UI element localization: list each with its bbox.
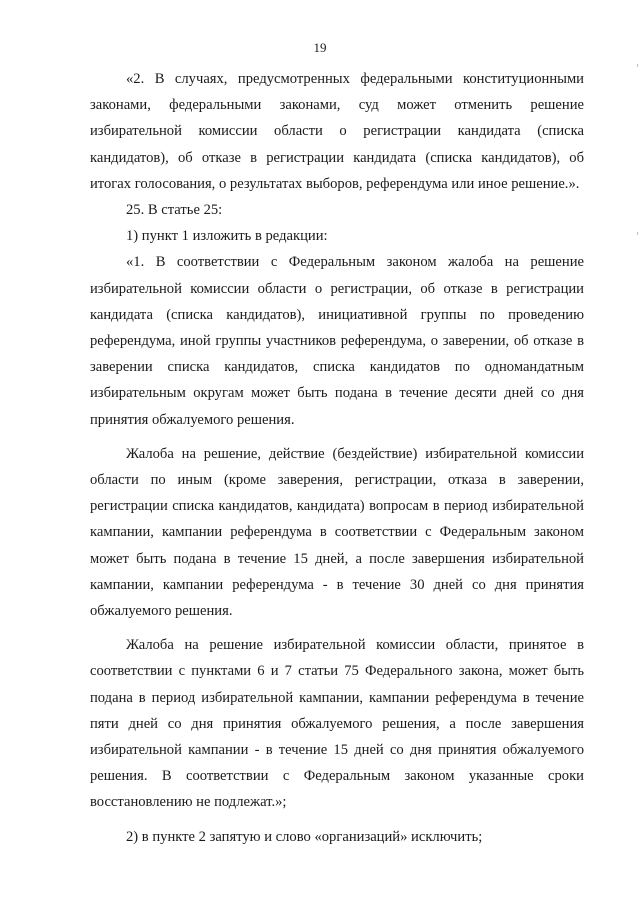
paragraph-amendment-clause-2: «2. В случаях, предусмотренных федеральными конституционными законами, федеральными законами, суд может отменить решение избирательной комиссии области о регистрации кандидата (списка кандидатов), об отказе в регистрации кандидата (списка кандидатов), об итогах голосования, о результатах выборов, референдума или иное решение.».	[90, 71, 584, 192]
paragraph-item-1-intro: 1) пункт 1 изложить в редакции:	[126, 228, 328, 245]
page-number: 19	[313, 40, 327, 55]
paragraph-item-2: 2) в пункте 2 запятую и слово «организаций» исключить;	[126, 828, 483, 845]
document-body	[90, 66, 584, 850]
paragraph-complaint-other-issues: Жалоба на решение, действие (бездействие) избирательной комиссии области по иным (кроме заверения, регистрации, отказа в заверении, регистрации списка кандидатов, кандидата) вопросам в период избирательной кампании, кампании референдума в соответствии с Федеральным законом может быть подана в течение 15 дней, а после завершения избирательной кампании, кампании референдума - в течение 30 дней со дня принятия обжалуемого решения.	[90, 445, 584, 620]
paragraph-article-25-heading: 25. В статье 25:	[126, 202, 223, 219]
scan-edge-mark	[637, 232, 638, 235]
paragraph-clause-1-text: «1. В соответствии с Федеральным законом жалоба на решение избирательной комиссии области о регистрации, об отказе в регистрации кандидата (списка кандидатов), инициативной группы по проведению референдума, иной группы участников референдума, о заверении, об отказе в заверении списка кандидатов, списка кандидатов по одномандатным избирательным округам может быть подана в течение десяти дней со дня принятия обжалуемого решения.	[90, 254, 584, 428]
scan-edge-mark	[637, 64, 638, 67]
paragraph-complaint-article-75: Жалоба на решение избирательной комиссии области, принятое в соответствии с пунктами 6 и 7 статьи 75 Федерального закона, может быть подана в период избирательной кампании, кампании референдума в течение пяти дней со дня принятия обжалуемого решения, а после завершения избирательной кампании - в течение 15 дней со дня принятия обжалуемого решения. В соответствии с Федеральным законом указанные сроки восстановлению не подлежат.»;	[90, 637, 584, 811]
